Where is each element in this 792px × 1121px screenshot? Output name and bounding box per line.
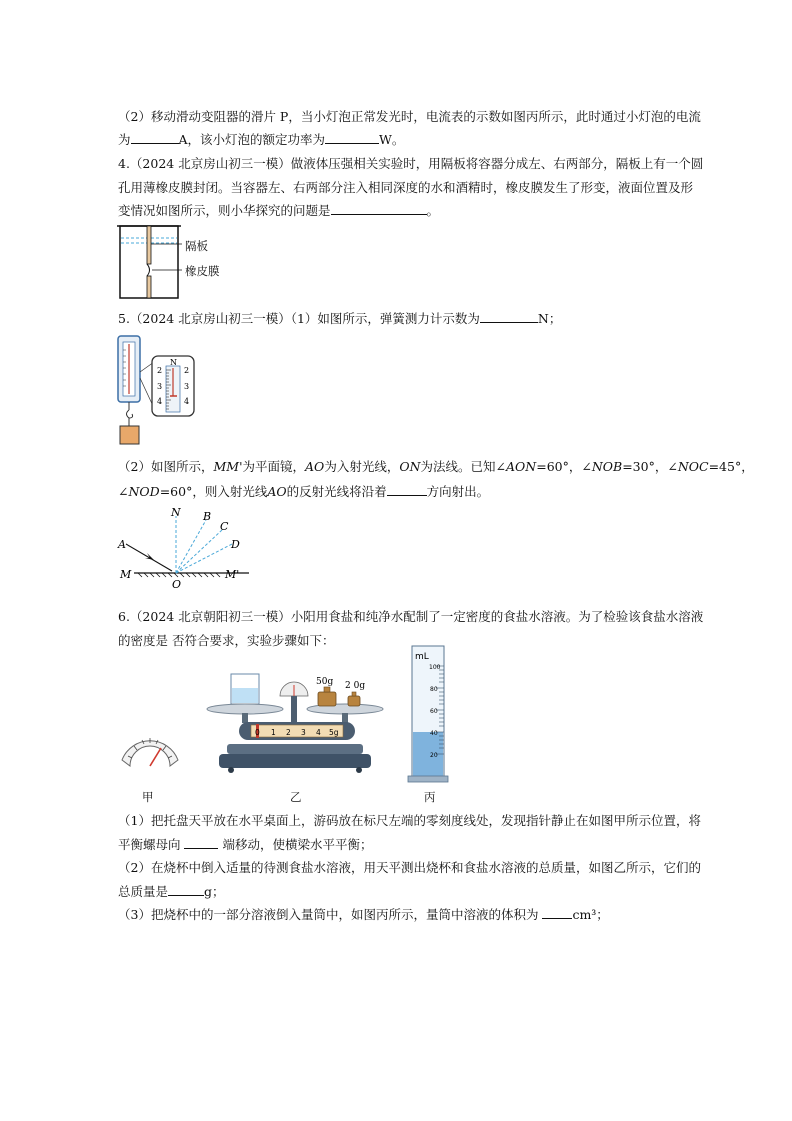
q3-2-line2 bbox=[118, 131, 404, 149]
weight-50g-label: 50g bbox=[316, 677, 334, 687]
q4-line2: 孔用薄橡皮膜封闭。当容器左、右两部分注入相同深度的水和酒精时，橡皮膜发生了形变，液面位置及形 bbox=[118, 180, 694, 195]
q5-2-t10: 的反射光线将沿着 bbox=[286, 484, 387, 499]
label-C: C bbox=[220, 520, 229, 533]
q5-2-t8: ∠ bbox=[118, 484, 129, 499]
q5-2-nod: NOD bbox=[128, 484, 160, 499]
q3-2-text-b: A，该小灯泡的额定功率为 bbox=[178, 132, 326, 147]
dial-face bbox=[122, 741, 178, 766]
zoom-mark-2-left: 2 bbox=[157, 366, 163, 375]
q6-line2: 的密度是 否符合要求，实验步骤如下： bbox=[118, 633, 335, 648]
q6-s3-line1 bbox=[118, 906, 609, 924]
q5-2-t1: （2）如图所示， bbox=[118, 459, 214, 474]
q6-s2-t1: 总质量是 bbox=[118, 884, 169, 899]
q5-2-t7: =45°， bbox=[708, 459, 754, 474]
q6-s1-t1: 平衡螺母向 bbox=[118, 837, 185, 852]
cyl-mark-80: 80 bbox=[430, 686, 438, 693]
zoom-unit-label: N bbox=[170, 358, 177, 367]
q6-s2-t2: g； bbox=[204, 884, 225, 899]
cylinder-liquid bbox=[413, 732, 443, 777]
direction-blank[interactable] bbox=[387, 483, 427, 496]
q5-2-ao2: AO bbox=[267, 484, 287, 499]
direction-answer-blank[interactable] bbox=[184, 836, 218, 849]
power-blank[interactable] bbox=[325, 131, 379, 144]
q3-2-text-a: 为 bbox=[118, 132, 131, 147]
q6-s3-t1: （3）把烧杯中的一部分溶液倒入量筒中，如图丙所示，量筒中溶液的体积为 bbox=[118, 907, 543, 922]
balance-base bbox=[219, 754, 371, 768]
weight-50g-knob bbox=[324, 687, 330, 692]
q6-line1: 6.（2024 北京朝阳初三一模）小阳用食盐和纯净水配制了一定密度的食盐水溶液。为了检验该食盐水溶液 bbox=[118, 609, 704, 624]
question-blank[interactable] bbox=[331, 202, 427, 215]
q5-2-line1 bbox=[118, 458, 754, 476]
balance-pointer-dial-figure bbox=[116, 728, 184, 768]
caption-jia: 甲 bbox=[142, 790, 154, 804]
cylinder-base bbox=[408, 776, 448, 782]
zoom-mark-3-right: 3 bbox=[184, 382, 190, 391]
q5-2-t2: 为平面镜， bbox=[242, 459, 306, 474]
q5-2-t9: =60°，则入射光线 bbox=[159, 484, 268, 499]
force-blank[interactable] bbox=[480, 310, 538, 323]
label-O: O bbox=[172, 578, 182, 590]
q4-line3 bbox=[118, 202, 439, 220]
mass-blank[interactable] bbox=[168, 883, 204, 896]
weight-20g-label: 2 0g bbox=[345, 681, 366, 691]
q5-line1 bbox=[118, 310, 561, 328]
balance-base-top bbox=[227, 744, 363, 754]
membrane-label: 橡皮膜 bbox=[185, 264, 220, 278]
zoom-mark-4-right: 4 bbox=[184, 397, 190, 406]
rider-mark-4: 4 bbox=[316, 728, 321, 737]
rider-mark-1: 1 bbox=[271, 728, 276, 737]
liquid-pressure-container-figure bbox=[116, 222, 256, 302]
label-N: N bbox=[171, 506, 181, 519]
weight-20g-knob bbox=[352, 692, 356, 696]
left-pan bbox=[207, 704, 283, 714]
cyl-mark-20: 20 bbox=[430, 752, 438, 759]
q5-2-ao: AO bbox=[305, 459, 325, 474]
rider-mark-5g: 5g bbox=[329, 728, 339, 737]
balance-figure bbox=[205, 666, 385, 778]
foot-left bbox=[228, 767, 234, 773]
zoom-mark-2-right: 2 bbox=[184, 366, 190, 375]
beaker-liquid bbox=[232, 688, 258, 703]
zoom-mark-4-left: 4 bbox=[157, 397, 163, 406]
label-M: M bbox=[120, 568, 132, 581]
dial-pointer bbox=[150, 748, 161, 766]
current-blank[interactable] bbox=[131, 131, 179, 144]
q6-s1-line1: （1）把托盘天平放在水平桌面上，游码放在标尺左端的零刻度线处，发现指针静止在如图甲所示位置，将 bbox=[118, 813, 701, 828]
incident-ray-AO bbox=[126, 544, 172, 571]
spring-scale-figure bbox=[114, 332, 204, 448]
ray-OC bbox=[176, 530, 222, 573]
reflection-figure bbox=[114, 504, 264, 590]
label-D: D bbox=[231, 538, 240, 551]
hook-icon bbox=[127, 410, 133, 418]
q5-2-mm: MM' bbox=[213, 459, 243, 474]
foot-right bbox=[356, 767, 362, 773]
partition-label: 隔板 bbox=[185, 239, 208, 253]
caption-yi: 乙 bbox=[290, 790, 302, 804]
q5-2-line2 bbox=[118, 483, 489, 501]
right-pan-stem bbox=[342, 713, 348, 723]
q4-line1: 4.（2024 北京房山初三一模）做液体压强相关实验时，用隔板将容器分成左、右两部分，隔板上有一个圆 bbox=[118, 156, 704, 171]
label-A: A bbox=[118, 538, 126, 551]
q6-s1-t2: 端移动，使横梁水平平衡； bbox=[218, 837, 373, 852]
weight-20g bbox=[348, 696, 360, 706]
cyl-mark-40: 40 bbox=[430, 730, 438, 737]
cyl-mark-100: 100 bbox=[429, 664, 441, 671]
rider-mark-0: 0 bbox=[255, 728, 260, 737]
rubber-membrane bbox=[147, 264, 150, 276]
rider-mark-3: 3 bbox=[301, 728, 306, 737]
weight-50g bbox=[318, 692, 336, 706]
q5-2-nob: NOB bbox=[591, 459, 623, 474]
q5-2-t3: 为入射光线， bbox=[324, 459, 400, 474]
q4-text-b: 。 bbox=[426, 203, 440, 218]
q3-2-text-c: W。 bbox=[379, 132, 405, 147]
q5-2-t6: =30°，∠ bbox=[622, 459, 678, 474]
q5-2-on: ON bbox=[399, 459, 421, 474]
left-pan-stem bbox=[242, 713, 248, 723]
cylinder-unit: mL bbox=[415, 652, 429, 662]
weight-block bbox=[120, 426, 139, 444]
q6-s2-line2 bbox=[118, 883, 225, 901]
q6-s1-line2 bbox=[118, 836, 372, 854]
volume-blank[interactable] bbox=[542, 906, 572, 919]
cyl-mark-60: 60 bbox=[430, 708, 438, 715]
zoom-mark-3-left: 3 bbox=[157, 382, 163, 391]
q5-2-t5: =60°，∠ bbox=[536, 459, 592, 474]
q5-text-a: 5.（2024 北京房山初三一模）（1）如图所示，弹簧测力计示数为 bbox=[118, 311, 480, 326]
q3-2-line1: （2）移动滑动变阻器的滑片 P，当小灯泡正常发光时，电流表的示数如图丙所示，此时通过小灯泡的电流 bbox=[118, 109, 701, 124]
caption-bing: 丙 bbox=[424, 790, 436, 804]
partition-upper bbox=[147, 226, 151, 264]
q5-2-t11: 方向射出。 bbox=[426, 484, 490, 499]
measuring-cylinder-figure bbox=[406, 642, 454, 784]
label-B: B bbox=[203, 510, 212, 523]
q5-2-noc: NOC bbox=[677, 459, 709, 474]
partition-lower bbox=[147, 276, 151, 298]
q5-2-aon: AON bbox=[506, 459, 537, 474]
q5-text-b: N； bbox=[537, 311, 562, 326]
q6-s2-line1: （2）在烧杯中倒入适量的待测食盐水溶液，用天平测出烧杯和食盐水溶液的总质量，如图乙所示，它们的 bbox=[118, 860, 701, 875]
rider-mark-2: 2 bbox=[286, 728, 291, 737]
q6-s3-t2: cm³； bbox=[572, 907, 609, 922]
q4-text-a: 变情况如图所示，则小华探究的问题是 bbox=[118, 203, 331, 218]
label-M-prime: M' bbox=[225, 568, 240, 581]
balance-column bbox=[291, 696, 297, 722]
q5-2-t4: 为法线。已知∠ bbox=[420, 459, 506, 474]
